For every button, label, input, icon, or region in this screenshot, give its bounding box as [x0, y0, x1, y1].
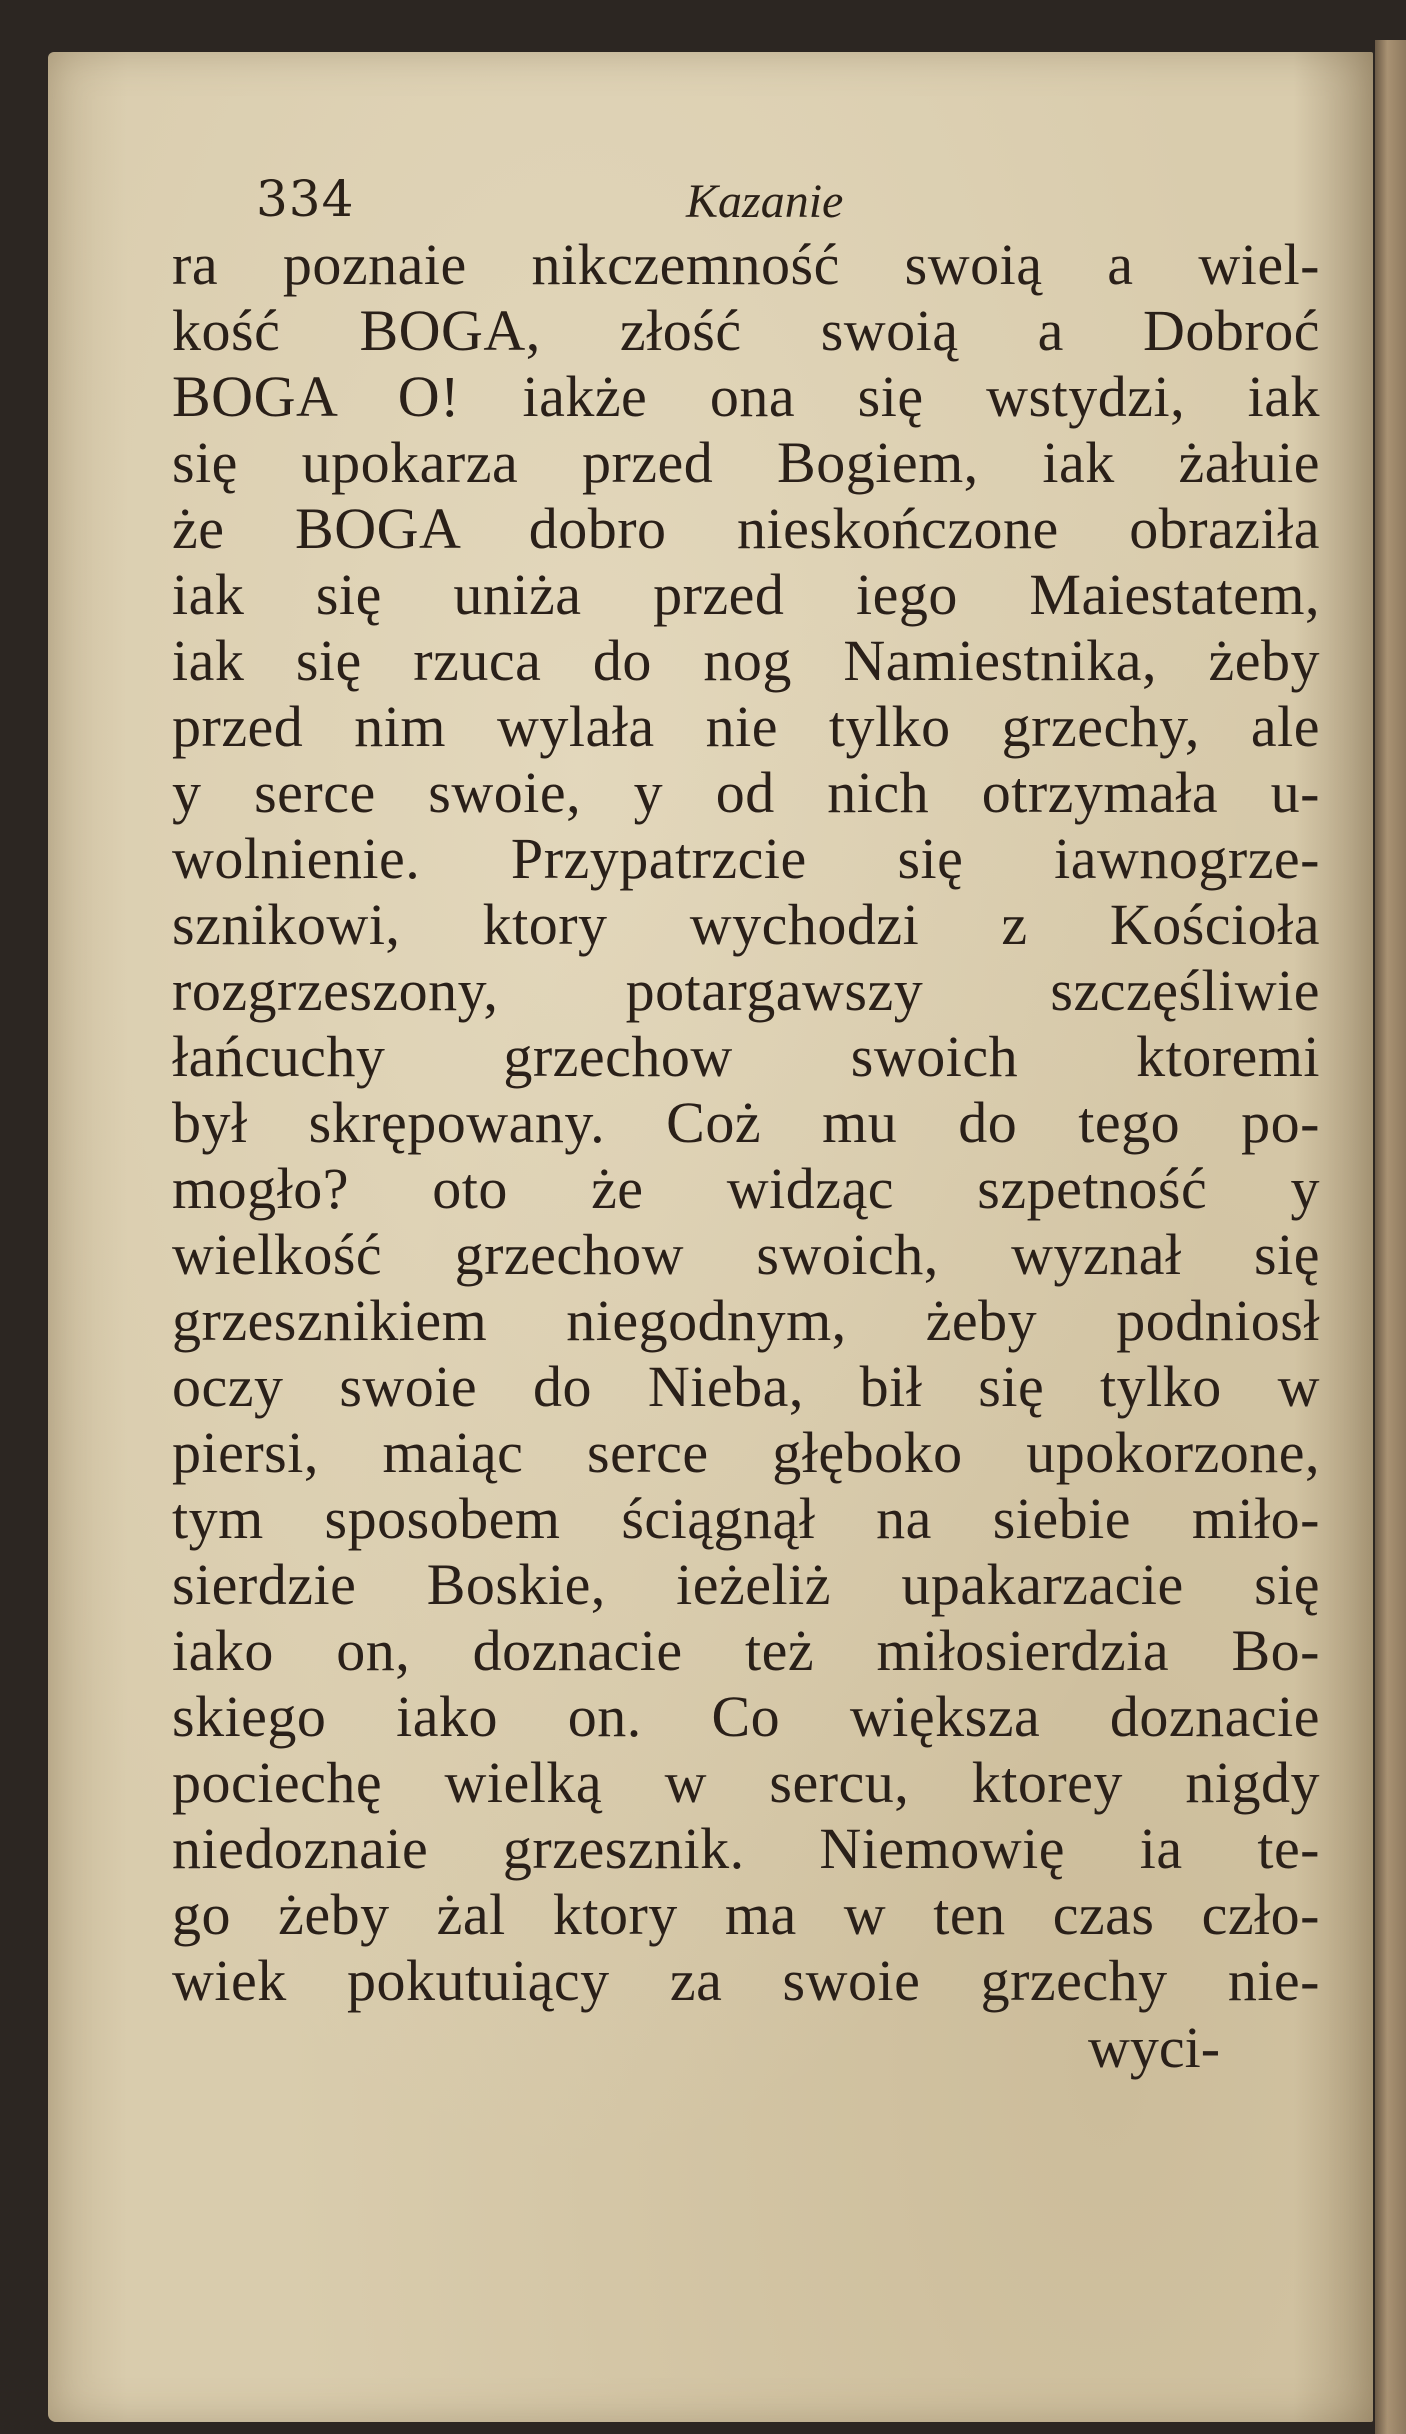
text-line: iak się rzuca do nog Namiestnika, żeby	[172, 628, 1320, 693]
running-head: Kazanie	[686, 175, 844, 228]
text-line: rozgrzeszony, potargawszy szczęśliwie	[172, 958, 1320, 1023]
text-line: iak się uniża przed iego Maiestatem,	[172, 562, 1320, 627]
text-line: BOGA O! iakże ona się wstydzi, iak	[172, 364, 1320, 429]
text-line: y serce swoie, y od nich otrzymała u-	[172, 760, 1320, 825]
text-line: skiego iako on. Co większa doznacie	[172, 1684, 1320, 1749]
text-line: ra poznaie nikczemność swoią a wiel-	[172, 232, 1320, 297]
text-line: tym sposobem ściągnął na siebie miło-	[172, 1486, 1320, 1551]
page-number: 334	[256, 170, 355, 228]
text-line: iako on, doznacie też miłosierdzia Bo-	[172, 1618, 1320, 1683]
text-line: się upokarza przed Bogiem, iak żałuie	[172, 430, 1320, 495]
text-line: niedoznaie grzesznik. Niemowię ia te-	[172, 1816, 1320, 1881]
text-line: sznikowi, ktory wychodzi z Kościoła	[172, 892, 1320, 957]
text-line: łańcuchy grzechow swoich ktoremi	[172, 1024, 1320, 1089]
text-line: wielkość grzechow swoich, wyznał się	[172, 1222, 1320, 1287]
text-line: wolnienie. Przypatrzcie się iawnogrze-	[172, 826, 1320, 891]
text-line: mogło? oto że widząc szpetność y	[172, 1156, 1320, 1221]
text-line: kość BOGA, złość swoią a Dobroć	[172, 298, 1320, 363]
text-line: przed nim wylała nie tylko grzechy, ale	[172, 694, 1320, 759]
text-line: że BOGA dobro nieskończone obraziła	[172, 496, 1320, 561]
catchword: wyci-	[1088, 2015, 1221, 2080]
text-line: wiek pokutuiący za swoie grzechy nie-	[172, 1948, 1320, 2013]
text-line: oczy swoie do Nieba, bił się tylko w	[172, 1354, 1320, 1419]
text-line: piersi, maiąc serce głęboko upokorzone,	[172, 1420, 1320, 1485]
text-line: go żeby żal ktory ma w ten czas czło-	[172, 1882, 1320, 1947]
text-line: sierdzie Boskie, ieżeliż upakarzacie się	[172, 1552, 1320, 1617]
next-page-edge	[1375, 40, 1406, 2434]
text-line: był skrępowany. Coż mu do tego po-	[172, 1090, 1320, 1155]
book-page	[48, 52, 1373, 2422]
text-line: pociechę wielką w sercu, ktorey nigdy	[172, 1750, 1320, 1815]
text-line: grzesznikiem niegodnym, żeby podniosł	[172, 1288, 1320, 1353]
